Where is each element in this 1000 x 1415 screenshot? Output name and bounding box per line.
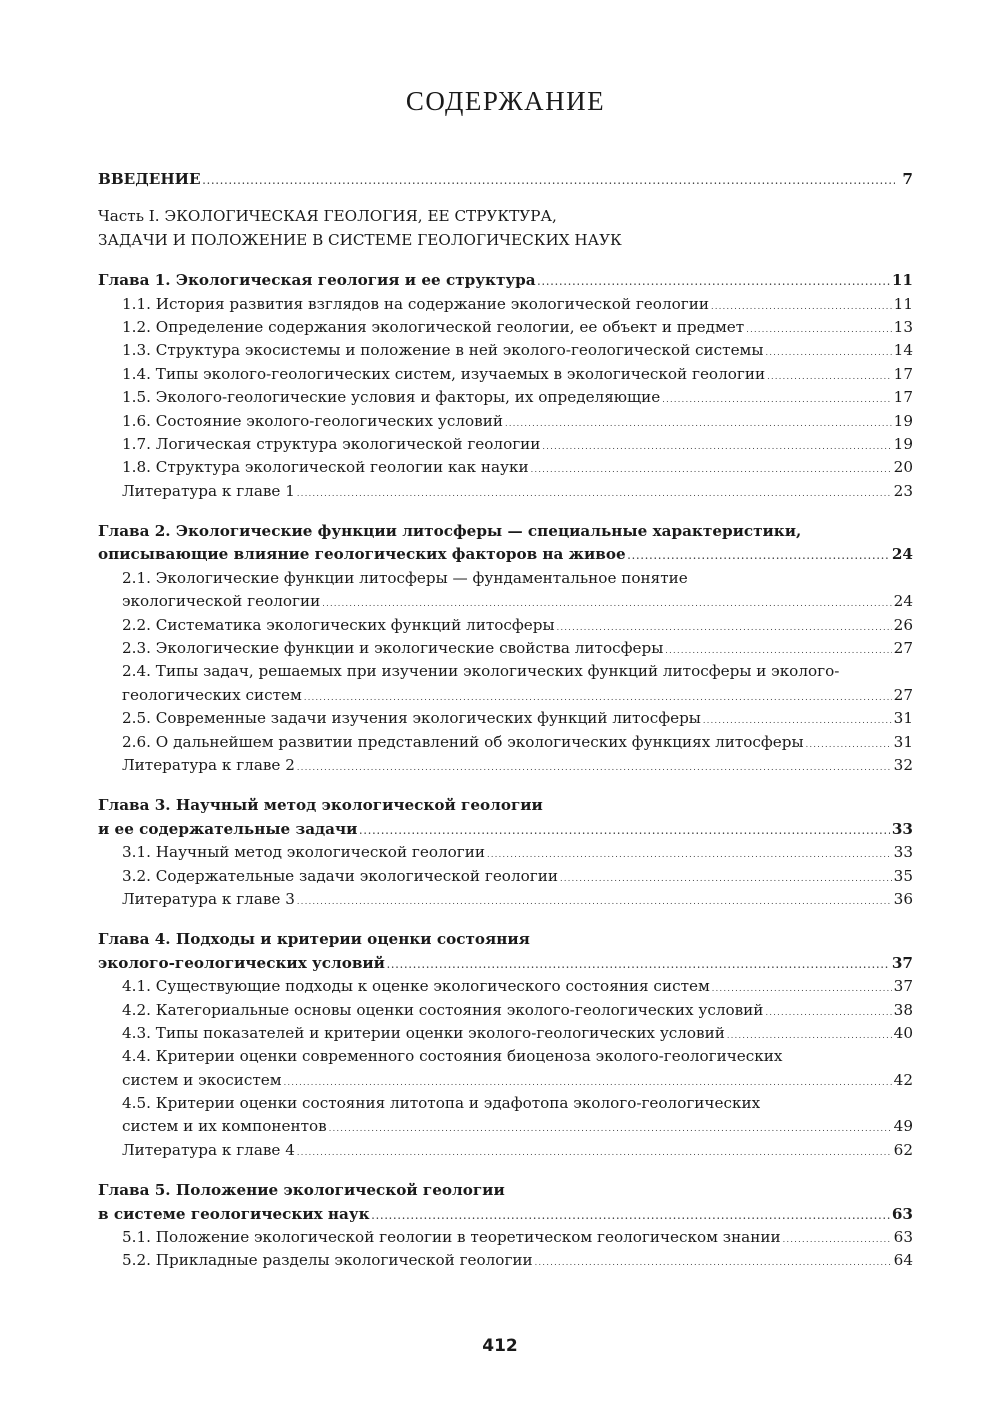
toc-entry-line1[interactable]: 4.5. Критерии оценки состояния литотопа и эдафотопа эколого-геологических — [122, 1094, 761, 1113]
page-ref: 13 — [893, 317, 913, 336]
chapter-5-title-line1[interactable]: Глава 5. Положение экологической геологии — [98, 1181, 505, 1200]
entry-label: Литература к главе 2 — [122, 755, 295, 774]
toc-entry[interactable] — [98, 363, 913, 386]
toc-entry-line1[interactable]: 2.1. Экологические функции литосферы — фундаментальное понятие — [122, 568, 688, 587]
toc-entry[interactable] — [98, 410, 913, 433]
entry-label: систем и их компонентов — [122, 1117, 327, 1136]
entry-label: 4.1. Существующие подходы к оценке экологического состояния систем — [122, 977, 710, 996]
toc-entry-literature[interactable] — [98, 1139, 913, 1162]
entry-label: Литература к главе 3 — [122, 889, 295, 908]
dot-leader — [297, 480, 892, 505]
dot-leader — [487, 841, 892, 866]
page-ref: 17 — [893, 388, 913, 407]
entry-label: 4.3. Типы показателей и критерии оценки эколого-геологических условий — [122, 1023, 725, 1042]
dot-leader — [628, 543, 890, 568]
page-ref: 19 — [893, 411, 913, 430]
entry-label: экологической геологии — [122, 592, 321, 611]
dot-leader — [783, 1226, 892, 1251]
page-ref: 62 — [893, 1140, 913, 1159]
page-ref: 33 — [893, 843, 913, 862]
entry-label: Литература к главе 1 — [122, 481, 295, 500]
entry-label: 1.3. Структура экосистемы и положение в ней эколого-геологической системы — [122, 341, 764, 360]
page-ref: 20 — [893, 458, 913, 477]
dot-leader — [297, 888, 892, 913]
entry-label: 5.1. Положение экологической геологии в теоретическом геологическом знании — [122, 1228, 781, 1247]
dot-leader — [322, 590, 891, 615]
page-ref: 26 — [893, 615, 913, 634]
entry-label: 3.2. Содержательные задачи экологической геологии — [122, 866, 558, 885]
toc-entry[interactable] — [98, 386, 913, 409]
page-ref: 14 — [893, 341, 913, 360]
toc-entry[interactable] — [98, 731, 913, 754]
table-of-contents — [98, 168, 913, 1273]
dot-leader — [359, 818, 889, 843]
page-ref: 33 — [891, 819, 913, 838]
toc-entry-literature[interactable] — [98, 754, 913, 777]
entry-label: ВВЕДЕНИЕ — [98, 170, 201, 188]
entry-label: Глава 1. Экологическая геология и ее структура — [98, 271, 536, 290]
toc-entry[interactable] — [98, 999, 913, 1022]
dot-leader — [372, 1203, 890, 1228]
toc-entry[interactable] — [98, 1226, 913, 1249]
dot-leader — [765, 339, 891, 364]
part-heading-line1: Часть I. ЭКОЛОГИЧЕСКАЯ ГЕОЛОГИЯ, ЕЕ СТРУКТУРА, — [98, 207, 557, 226]
page-ref: 23 — [893, 481, 913, 500]
toc-entry[interactable] — [98, 841, 913, 864]
dot-leader — [711, 293, 892, 318]
toc-entry-line1[interactable]: 2.4. Типы задач, решаемых при изучении экологических функций литосферы и эколого- — [122, 662, 840, 681]
page-ref: 40 — [893, 1023, 913, 1042]
chapter-3-title-line1[interactable]: Глава 3. Научный метод экологической геологии — [98, 796, 543, 815]
page-ref: 63 — [893, 1228, 913, 1247]
entry-label: эколого-геологических условий — [98, 953, 385, 972]
toc-entry[interactable] — [98, 433, 913, 456]
dot-leader — [727, 1022, 892, 1047]
page-number: 412 — [482, 1336, 518, 1356]
toc-entry[interactable] — [98, 975, 913, 998]
dot-leader — [203, 168, 895, 193]
entry-label: 1.8. Структура экологической геологии как науки — [122, 458, 529, 477]
toc-entry-chapter-4[interactable] — [98, 952, 913, 975]
toc-entry[interactable] — [98, 865, 913, 888]
entry-label: 1.7. Логическая структура экологической геологии — [122, 434, 541, 453]
toc-entry[interactable] — [98, 293, 913, 316]
entry-label: 5.2. Прикладные разделы экологической геологии — [122, 1251, 533, 1270]
page-ref: 42 — [893, 1070, 913, 1089]
entry-label: 2.6. О дальнейшем развитии представлений об экологических функциях литосферы — [122, 732, 804, 751]
toc-entry[interactable] — [98, 1022, 913, 1045]
dot-leader — [329, 1115, 892, 1140]
page-ref: 37 — [893, 977, 913, 996]
entry-label: описывающие влияние геологических факторов на живое — [98, 545, 626, 564]
toc-entry[interactable] — [98, 1069, 913, 1092]
entry-label: 2.3. Экологические функции и экологические свойства литосферы — [122, 639, 664, 658]
page-ref: 64 — [893, 1251, 913, 1270]
dot-leader — [662, 386, 891, 411]
entry-label: 1.6. Состояние эколого-геологических условий — [122, 411, 503, 430]
page-ref: 19 — [893, 434, 913, 453]
page-ref: 27 — [893, 639, 913, 658]
page-ref: 36 — [893, 889, 913, 908]
toc-entry[interactable] — [98, 637, 913, 660]
entry-label: 4.2. Категориальные основы оценки состояния эколого-геологических условий — [122, 1000, 764, 1019]
entry-label: геологических систем — [122, 685, 302, 704]
dot-leader — [767, 363, 892, 388]
page-ref: 24 — [893, 592, 913, 611]
dot-leader — [535, 1249, 892, 1274]
chapter-2-title-line1[interactable]: Глава 2. Экологические функции литосферы — специальные характеристики, — [98, 522, 802, 541]
toc-entry[interactable] — [98, 1249, 913, 1272]
toc-entry-chapter-2[interactable] — [98, 543, 913, 566]
page-ref: 35 — [893, 866, 913, 885]
toc-entry-chapter-1[interactable] — [98, 269, 913, 292]
dot-leader — [557, 614, 892, 639]
dot-leader — [284, 1069, 892, 1094]
page-ref: 7 — [902, 170, 913, 188]
page-ref: 17 — [893, 364, 913, 383]
toc-entry-chapter-3[interactable] — [98, 818, 913, 841]
toc-entry[interactable] — [98, 1115, 913, 1138]
dot-leader — [297, 1139, 892, 1164]
dot-leader — [703, 707, 892, 732]
chapter-4-title-line1[interactable]: Глава 4. Подходы и критерии оценки состояния — [98, 930, 530, 949]
entry-label: 1.5. Эколого-геологические условия и факторы, их определяющие — [122, 388, 661, 407]
entry-label: в системе геологических наук — [98, 1204, 370, 1223]
toc-entry[interactable] — [98, 684, 913, 707]
entry-label: 2.5. Современные задачи изучения экологических функций литосферы — [122, 709, 701, 728]
dot-leader — [765, 999, 891, 1024]
toc-entry-line1[interactable]: 4.4. Критерии оценки современного состояния биоценоза эколого-геологических — [122, 1047, 783, 1066]
dot-leader — [746, 316, 891, 341]
dot-leader — [560, 865, 892, 890]
dot-leader — [712, 975, 892, 1000]
dot-leader — [542, 433, 891, 458]
entry-label: Литература к главе 4 — [122, 1140, 295, 1159]
toc-entry-intro[interactable] — [98, 168, 913, 191]
part-heading-line2: ЗАДАЧИ И ПОЛОЖЕНИЕ В СИСТЕМЕ ГЕОЛОГИЧЕСКИХ НАУК — [98, 230, 622, 249]
page-ref: 63 — [891, 1204, 913, 1223]
entry-label: и ее содержательные задачи — [98, 819, 358, 838]
page-ref: 24 — [891, 545, 913, 564]
entry-label: 3.1. Научный метод экологической геологии — [122, 843, 485, 862]
toc-entry[interactable] — [98, 316, 913, 339]
page-ref: 11 — [893, 294, 913, 313]
entry-label: 1.2. Определение содержания экологической геологии, ее объект и предмет — [122, 317, 745, 336]
page-ref: 38 — [893, 1000, 913, 1019]
page-ref: 31 — [893, 732, 913, 751]
toc-entry-chapter-5[interactable] — [98, 1203, 913, 1226]
dot-leader — [538, 269, 890, 294]
entry-label: 2.2. Систематика экологических функций литосферы — [122, 615, 555, 634]
dot-leader — [387, 952, 890, 977]
toc-entry[interactable] — [98, 456, 913, 479]
toc-entry-literature[interactable] — [98, 480, 913, 503]
entry-label: 1.4. Типы эколого-геологических систем, изучаемых в экологической геологии — [122, 364, 766, 383]
page-ref: 31 — [893, 709, 913, 728]
toc-entry[interactable] — [98, 707, 913, 730]
toc-entry[interactable] — [98, 590, 913, 613]
page-ref: 37 — [891, 953, 913, 972]
page-ref: 49 — [893, 1117, 913, 1136]
page-ref: 11 — [891, 271, 913, 290]
dot-leader — [505, 410, 892, 435]
entry-label: 1.1. История развития взглядов на содержание экологической геологии — [122, 294, 709, 313]
page-ref: 32 — [893, 755, 913, 774]
dot-leader — [304, 684, 892, 709]
toc-entry[interactable] — [98, 339, 913, 362]
dot-leader — [531, 456, 892, 481]
dot-leader — [806, 731, 892, 756]
page-ref: 27 — [893, 685, 913, 704]
entry-label: систем и экосистем — [122, 1070, 282, 1089]
page-title: СОДЕРЖАНИЕ — [405, 86, 606, 116]
toc-entry[interactable] — [98, 614, 913, 637]
dot-leader — [297, 754, 892, 779]
toc-entry-literature[interactable] — [98, 888, 913, 911]
dot-leader — [665, 637, 891, 662]
